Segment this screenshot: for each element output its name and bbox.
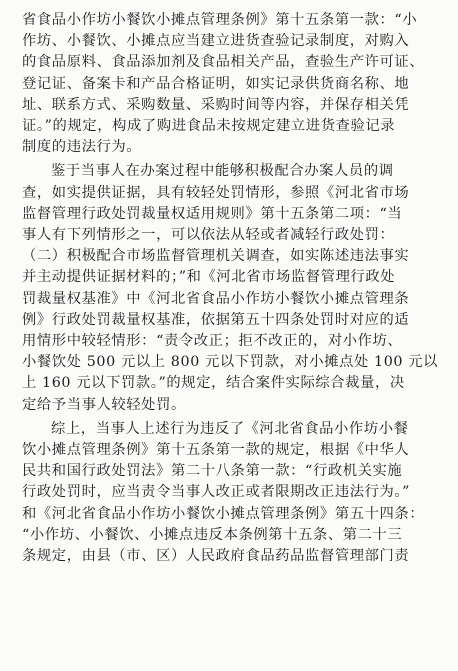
text-line: 民共和国行政处罚法》第二十八条第一款：“行政机关实施	[22, 463, 403, 480]
text-line: 事人有下列情形之一，可以依法从轻或者减轻行政处罚：	[22, 227, 395, 244]
text-line: “小作坊、小餐饮、小摊点违反本条例第十五条、第二十三	[22, 526, 403, 543]
text-line: 制度的违法行为。	[22, 139, 142, 156]
text-line: 鉴于当事人在办案过程中能够积极配合办案人员的调	[51, 163, 394, 180]
text-line: 址、联系方式、采购数量、采购时间等内容，并保存相关凭	[22, 96, 410, 113]
text-line: 和《河北省食品小作坊小餐饮小摊点管理条例》第五十四条：	[22, 505, 425, 522]
text-line: 综上，当事人上述行为违反了《河北省食品小作坊小餐	[51, 420, 409, 437]
text-line: 查，如实提供证据，具有较轻处罚情形，参照《河北省市场	[22, 184, 410, 201]
text-line: （二）积极配合市场监督管理机关调查，如实陈述违法事实	[22, 248, 410, 265]
text-line: 条规定，由县（市、区）人民政府食品药品监督管理部门责	[22, 548, 410, 565]
text-line: 省食品小作坊小餐饮小摊点管理条例》第十五条第一款：“小	[22, 12, 418, 28]
text-line: 定给予当事人较轻处罚。	[22, 396, 186, 413]
text-line: 罚裁量权基准》中《河北省食品小作坊小餐饮小摊点管理条	[22, 290, 410, 307]
text-line: 行政处罚时，应当责令当事人改正或者限期改正违法行为。”	[22, 484, 411, 501]
text-line: 用情形中较轻情形：“责令改正；拒不改正的，对小作坊、	[22, 333, 403, 350]
paragraph-mitigating-circumstances	[22, 161, 440, 415]
text-line: 监督管理行政处罚裁量权适用规则》第十五条第二项：“当	[22, 205, 403, 222]
paragraph-conclusion	[22, 419, 440, 567]
text-line: 上 160 元以下罚款。”的规定，结合案件实际综合裁量，决	[22, 375, 405, 392]
text-line: 登记证、备案卡和产品合格证明，如实记录供货商名称、地	[22, 75, 410, 92]
text-line: 小餐饮处 500 元以上 800 元以下罚款，对小摊点处 100 元以	[22, 354, 439, 371]
text-line: 作坊、小餐饮、小摊点应当建立进货查验记录制度，对购入	[22, 33, 410, 50]
text-line: 的食品原料、食品添加剂及食品相关产品，查验生产许可证、	[22, 54, 425, 71]
text-line: 并主动提供证据材料的；”和《河北省市场监督管理行政处	[22, 269, 396, 286]
text-line: 例》行政处罚裁量权基准，依据第五十四条处罚时对应的适	[22, 311, 410, 328]
text-line: 证。”的规定，构成了购进食品未按规定建立进货查验记录	[22, 118, 396, 135]
text-line: 饮小摊点管理条例》第十五条第一款的规定，根据《中华人	[22, 442, 410, 459]
paragraph-violation-finding	[22, 10, 440, 158]
